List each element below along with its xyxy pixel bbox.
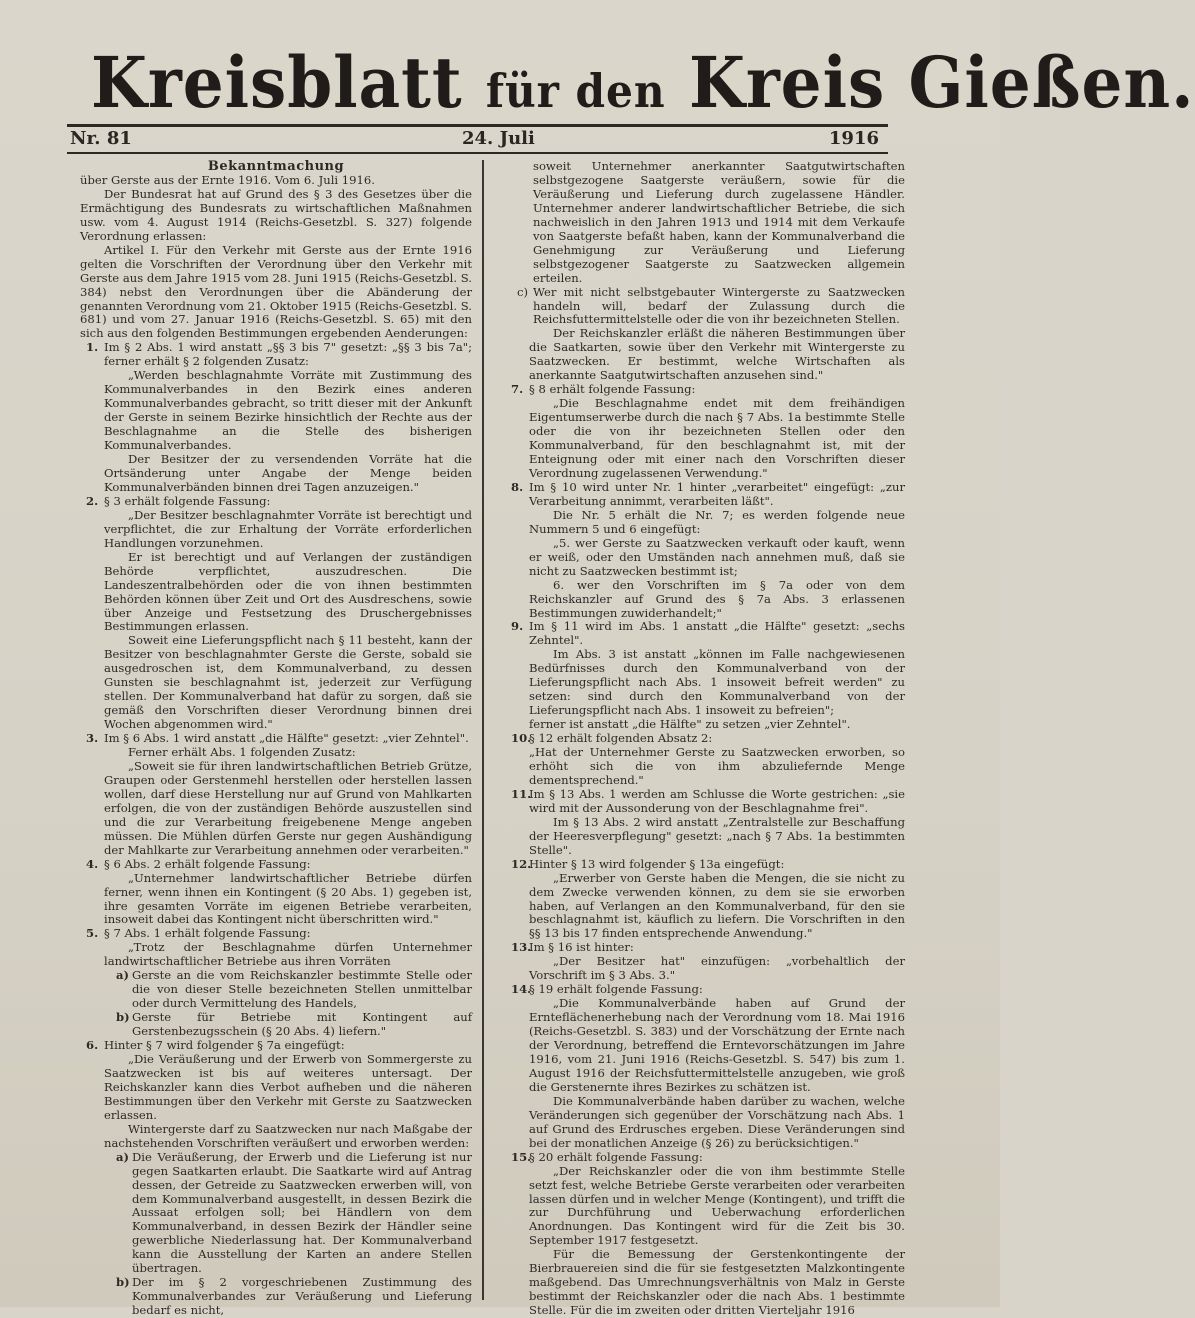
- amendment-item: [505, 383, 905, 481]
- item-number: 14.: [511, 982, 532, 997]
- item-text: § 3 erhält folgende Fassung:: [104, 493, 271, 508]
- issue-number: Nr. 81: [70, 128, 132, 149]
- item-quote: „Erwerber von Gerste haben die Mengen, die sie nicht zu dem Zwecke verwenden können, zu dem sie sie erworben haben, auf Verlangen an den Kommunalverband, für den sie beschlagnahmt ist, käuflich zu liefern. Die Vorschriften in den §§ 13 bis 17 finden entsprechende Anwendung.": [529, 870, 905, 941]
- item-text: Im § 11 wird im Abs. 1 anstatt „die Hälfte" gesetzt: „sechs Zehntel".: [529, 619, 905, 648]
- sub-item: [104, 1276, 472, 1318]
- item-text: Im § 16 ist hinter:: [529, 940, 634, 955]
- item-quote: „Die Veräußerung und der Erwerb von Sommergerste zu Saatzwecken ist bis auf weiteres untersagt. Der Reichskanzler kann dies Verbot aufheben und die näheren Bestimmungen über den Verkehr mit Gerste zu Saatzwecken erlassen.: [104, 1052, 472, 1122]
- item-number: 11.: [511, 786, 532, 801]
- item-quote: „Der Besitzer beschlagnahmter Vorräte ist berechtigt und verpflichtet, die zur Erhaltung der Vorräte erforderlichen Handlungen vorzunehmen.: [104, 507, 472, 550]
- bottom-rule: [67, 152, 888, 154]
- masthead-region: Kreis Gießen.: [688, 41, 1195, 124]
- sub-item-continued: [505, 160, 905, 286]
- amendment-item: [505, 858, 905, 942]
- item-text: Im § 2 Abs. 1 wird anstatt „§§ 3 bis 7" gesetzt: „§§ 3 bis 7a"; ferner erhält § 2 folgenden Zusatz:: [104, 340, 472, 369]
- item-number: 8.: [511, 479, 524, 494]
- masthead-title: Kreisblatt: [91, 41, 463, 124]
- item-number: 13.: [511, 940, 532, 955]
- right-column: [505, 160, 905, 1318]
- sub-item-text: Wer mit nicht selbstgebauter Wintergerste zu Saatzwecken handeln will, bedarf der Zulassung durch die Reichsfuttermittelstelle oder die von ihr bezeichneten Stellen.: [533, 284, 905, 327]
- item-text: § 20 erhält folgende Fassung:: [529, 1149, 703, 1164]
- sub-item: [104, 969, 472, 1011]
- item-number: 7.: [511, 382, 524, 397]
- item-number: 4.: [86, 856, 99, 871]
- sub-item-letter: c): [517, 284, 529, 299]
- item-quote: Soweit eine Lieferungspflicht nach § 11 besteht, kann der Besitzer von beschlagnahmter Gerste die Gerste, sobald sie ausgedroschen ist, dem Kommunalverband, zu dessen Gunsten sie beschlagnahmt ist, jederzeit zur Verfügung stellen. Der Kommunalverband hat dafür zu sorgen, daß sie gemäß den Vorschriften dieser Verordnung binnen drei Wochen abgenommen wird.": [104, 633, 472, 732]
- item-quote: Für die Bemessung der Gerstenkontingente der Bierbrauereien sind die für sie festgesetzten Malzkontingente maßgebend. Das Umrechnungsverhältnis von Malz in Gerste bestimmt der Reichskanzler oder die nach Abs. 1 bestimmte Stelle. Für die im zweiten oder dritten Vierteljahr 1916: [529, 1247, 905, 1318]
- item-number: 5.: [86, 926, 99, 941]
- item-quote: „Hat der Unternehmer Gerste zu Saatzwecken erworben, so erhöht sich die von ihm abzuliefernde Menge dementsprechend.": [529, 745, 905, 787]
- item-quote: Ferner erhält Abs. 1 folgenden Zusatz:: [128, 745, 356, 760]
- sub-item-text: Gerste für Betriebe mit Kontingent auf Gerstenbezugsschein (§ 20 Abs. 4) liefern.": [132, 1010, 472, 1039]
- item-text: § 19 erhält folgende Fassung:: [529, 982, 703, 997]
- item-text: Im § 13 Abs. 1 werden am Schlusse die Worte gestrichen: „sie wird mit der Aussonderung von der Beschlagnahme frei".: [529, 786, 905, 815]
- amendment-item: [505, 788, 905, 858]
- amendment-item: [505, 983, 905, 1150]
- item-quote: „Der Reichskanzler oder die von ihm bestimmte Stelle setzt fest, welche Betriebe Gerste verarbeiten oder verarbeiten lassen dürfen und in welcher Menge (Kontingent), und trifft die zur Durchführung und Ueberwachung erforderlichen Anordnungen. Das Kontingent wird für die Zeit bis 30. September 1917 festgesetzt.: [529, 1163, 905, 1248]
- item-quote: „Der Besitzer hat" einzufügen: „vorbehaltlich der Vorschrift im § 3 Abs. 3.": [529, 954, 905, 983]
- sub-item: [104, 1011, 472, 1039]
- sub-item-letter: b): [116, 1010, 130, 1025]
- amendment-item: [80, 495, 472, 732]
- amendment-item: [80, 341, 472, 494]
- item-number: 2.: [86, 493, 99, 508]
- amendment-item: [80, 858, 472, 928]
- item-text: Hinter § 13 wird folgender § 13a eingefügt:: [529, 856, 785, 871]
- amendment-item: [80, 1039, 472, 1318]
- item-quote: Im § 13 Abs. 2 wird anstatt „Zentralstelle zur Beschaffung der Heeresverpflegung" gesetzt: „nach § 7 Abs. 1a bestimmten Stelle".: [529, 814, 905, 857]
- item-text: § 7 Abs. 1 erhält folgende Fassung:: [104, 926, 311, 941]
- sub-item-text: Der im § 2 vorgeschriebenen Zustimmung des Kommunalverbandes zur Veräußerung und Lieferung bedarf es nicht,: [132, 1275, 472, 1318]
- item-text: § 6 Abs. 2 erhält folgende Fassung:: [104, 856, 311, 871]
- item-quote: „Die Kommunalverbände haben auf Grund der Ernteflächenerhebung nach der Verordnung vom 18. Mai 1916 (Reichs-Gesetzbl. S. 383) und der Vorschätzung der Ernte nach der Verordnung, betreffend die Erntevorschätzungen im Jahre 1916, vom 21. Juni 1916 (Reichs-Gesetzbl. S. 547) bis zum 1. August 1916 der Reichsfuttermittelstelle anzugeben, wie groß die Gerstenernte ihres Bezirkes zu schätzen ist.: [529, 996, 905, 1094]
- item-quote: Wintergerste darf zu Saatzwecken nur nach Maßgabe der nachstehenden Vorschriften veräußert und erworben werden:: [104, 1121, 472, 1150]
- item-quote: 6. wer den Vorschriften im § 7a oder von dem Reichskanzler auf Grund des § 7a Abs. 3 erlassenen Bestimmungen zuwiderhandelt;": [529, 577, 905, 620]
- item-number: 15.: [511, 1149, 532, 1164]
- item-quote: Im Abs. 3 ist anstatt „können im Falle nachgewiesenen Bedürfnisses durch den Kommunalverband von der Lieferungspflicht nach Abs. 1 insoweit befreit werden" zu setzen: sind durch den Kommunalverband von der Lieferungspflicht nach Abs. 1 insoweit zu befreien";: [529, 647, 905, 718]
- sub-item: [104, 1151, 472, 1277]
- item-quote: Der Besitzer der zu versendenden Vorräte hat die Ortsänderung unter Angabe der Menge beiden Kommunalverbänden binnen drei Tagen anzuzeigen.": [104, 452, 472, 494]
- sub-item-letter: a): [116, 1149, 129, 1164]
- top-rule: [67, 124, 888, 127]
- item-quote: Die Kommunalverbände haben darüber zu wachen, welche Veränderungen sich gegenüber der Vorschätzung nach Abs. 1 auf Grund des Erdrusches ergeben. Diese Veränderungen sind bei der monatlichen Anzeige (§ 26) zu berücksichtigen.": [529, 1093, 905, 1150]
- item-quote: Er ist berechtigt und auf Verlangen der zuständigen Behörde verpflichtet, auszudreschen. Die Landeszentralbehörden oder die von ihnen bestimmten Behörden können über Zeit und Ort des Ausdreschens, sowie über Anzeige und Festsetzung des Druschergebnisses Bestimmungen erlassen.: [104, 549, 472, 634]
- masthead-connector: für den: [485, 64, 666, 118]
- amendment-item: [505, 481, 905, 621]
- item-number: 3.: [86, 731, 99, 746]
- left-column: [80, 160, 472, 1318]
- amendment-item: [80, 732, 472, 858]
- item-quote: Die Nr. 5 erhält die Nr. 7; es werden folgende neue Nummern 5 und 6 eingefügt:: [529, 507, 905, 536]
- notice-subheading: über Gerste aus der Ernte 1916. Vom 6. Juli 1916.: [80, 172, 375, 187]
- item-number: 9.: [511, 619, 524, 634]
- issue-year: 1916: [828, 128, 879, 149]
- sub-item-text: Gerste an die vom Reichskanzler bestimmte Stelle oder die von dieser Stelle bezeichneten Stellen unmittelbar oder durch Vermittelung des Handels,: [132, 968, 472, 1011]
- item-text: Hinter § 7 wird folgender § 7a eingefügt:: [104, 1038, 345, 1053]
- item-quote: „Trotz der Beschlagnahme dürfen Unternehmer landwirtschaftlicher Betriebe aus ihren Vorräten: [104, 940, 472, 969]
- item-number: 1.: [86, 340, 99, 355]
- item-quote: „5. wer Gerste zu Saatzwecken verkauft oder kauft, wenn er weiß, oder den Umständen nach annehmen muß, daß sie nicht zu Saatzwecken bestimmt ist;: [529, 535, 905, 578]
- sub-item: [505, 286, 905, 328]
- item-number: 10.: [511, 731, 532, 746]
- sub-item-text: Die Veräußerung, der Erwerb und die Lieferung ist nur gegen Saatkarten erlaubt. Die Saatkarte wird auf Antrag dessen, der Getreide zu Saatzwecken erwerben will, von dem Kommunalverband ausgestellt, in dessen Bezirk die Aussaat erfolgen soll; bei Händlern von dem Kommunalverband, in dessen Bezirk der Händler seine gewerbliche Niederlassung hat. Der Kommunalverband kann die Ausstellung der Karten an andere Stellen übertragen.: [132, 1149, 472, 1276]
- item-text: Im § 6 Abs. 1 wird anstatt „die Hälfte" gesetzt: „vier Zehntel".: [104, 731, 469, 746]
- issue-date: 24. Juli: [462, 128, 535, 149]
- item-quote: „Werden beschlagnahmte Vorräte mit Zustimmung des Kommunalverbandes in den Bezirk eines anderen Kommunalverbandes gebracht, so tritt dieser mit der Ankunft der Gerste in seinem Bezirke hinsichtlich der Rechte aus der Beschlagnahme an die Stelle des bisherigen Kommunalverbandes.: [104, 368, 472, 453]
- amendment-item: [505, 941, 905, 983]
- amendment-item: [505, 1151, 905, 1318]
- dateline: [70, 128, 885, 154]
- item-quote: ferner ist anstatt „die Hälfte" zu setzen „vier Zehntel".: [529, 717, 851, 732]
- item-text: § 12 erhält folgenden Absatz 2:: [529, 731, 713, 746]
- item-quote: „Soweit sie für ihren landwirtschaftlichen Betrieb Grütze, Graupen oder Gerstenmehl herstellen oder herstellen lassen wollen, darf diese Herstellung nur auf Grund von Mahlkarten erfolgen, die von der zuständigen Behörde auszustellen sind und die zur Verarbeitung freigebenene Menge angeben müssen. Die Mühlen dürfen Gerste nur gegen Aushändigung der Mahlkarte zur Verarbeitung annehmen oder verarbeiten.": [104, 758, 472, 857]
- item-text: Im § 10 wird unter Nr. 1 hinter „verarbeitet" eingefügt: „zur Verarbeitung annimmt, verarbeiten läßt".: [529, 479, 905, 508]
- sub-item-text: soweit Unternehmer anerkannter Saatgutwirtschaften selbstgezogene Saatgerste veräußern, sowie für die Veräußerung und Lieferung durch zugelassene Händler. Unternehmer anderer landwirtschaftlicher Betriebe, die sich nachweislich in den Jahren 1913 und 1914 mit dem Verkaufe von Saatgerste befaßt haben, kann der Kommunalverband die Genehmigung zur Veräußerung und Lieferung selbstgezogener Saatgerste zu Saatzwecken allgemein erteilen.: [533, 159, 905, 285]
- masthead: [91, 38, 1195, 136]
- notice-heading: Bekanntmachung: [207, 159, 345, 174]
- item-quote: Der Reichskanzler erläßt die näheren Bestimmungen über die Saatkarten, sowie über den Verkehr mit Wintergerste zu Saatzwecken. Er bestimmt, welche Wirtschaften als anerkannte Saatgutwirtschaften anzusehen sind.": [529, 326, 905, 383]
- amendment-item: [80, 927, 472, 1039]
- item-number: 6.: [86, 1038, 99, 1053]
- amendment-item: [505, 620, 905, 732]
- sub-item-letter: a): [116, 968, 129, 983]
- item-number: 12.: [511, 856, 532, 871]
- column-divider: [482, 160, 484, 1300]
- article-one: Artikel I. Für den Verkehr mit Gerste aus der Ernte 1916 gelten die Vorschriften der Verordnung über den Verkehr mit Gerste aus dem Jahre 1915 vom 28. Juni 1915 (Reichs-Gesetzbl. S. 384) nebst den Verordnungen über die Abänderung der genannten Verordnung vom 21. Oktober 1915 (Reichs-Gesetzbl. S. 681) und vom 27. Januar 1916 (Reichs-Gesetzbl. S. 65) mit den sich aus den folgenden Bestimmungen ergebenden Aenderungen:: [80, 242, 472, 341]
- amendment-item: [505, 732, 905, 788]
- notice-intro: Der Bundesrat hat auf Grund des § 3 des Gesetzes über die Ermächtigung des Bundesrats zu wirtschaftlichen Maßnahmen usw. vom 4. August 1914 (Reichs-Gesetzbl. S. 327) folgende Verordnung erlassen:: [80, 186, 472, 243]
- item-quote: „Unternehmer landwirtschaftlicher Betriebe dürfen ferner, wenn ihnen ein Kontingent (§ 20 Abs. 1) gegeben ist, ihre gesamten Vorräte im eigenen Betriebe verarbeiten, insoweit dabei das Kontingent nicht überschritten wird.": [104, 870, 472, 927]
- item-text: § 8 erhält folgende Fassung:: [529, 382, 696, 397]
- sub-item-letter: b): [116, 1275, 130, 1290]
- item-quote: „Die Beschlagnahme endet mit dem freihändigen Eigentumserwerbe durch die nach § 7 Abs. 1a bestimmte Stelle oder die von ihr bezeichneten Stellen oder den Kommunalverband, für den beschlagnahmt ist, mit der Enteignung oder mit einer nach den Vorschriften dieser Verordnung zugelassenen Verwendung.": [529, 396, 905, 480]
